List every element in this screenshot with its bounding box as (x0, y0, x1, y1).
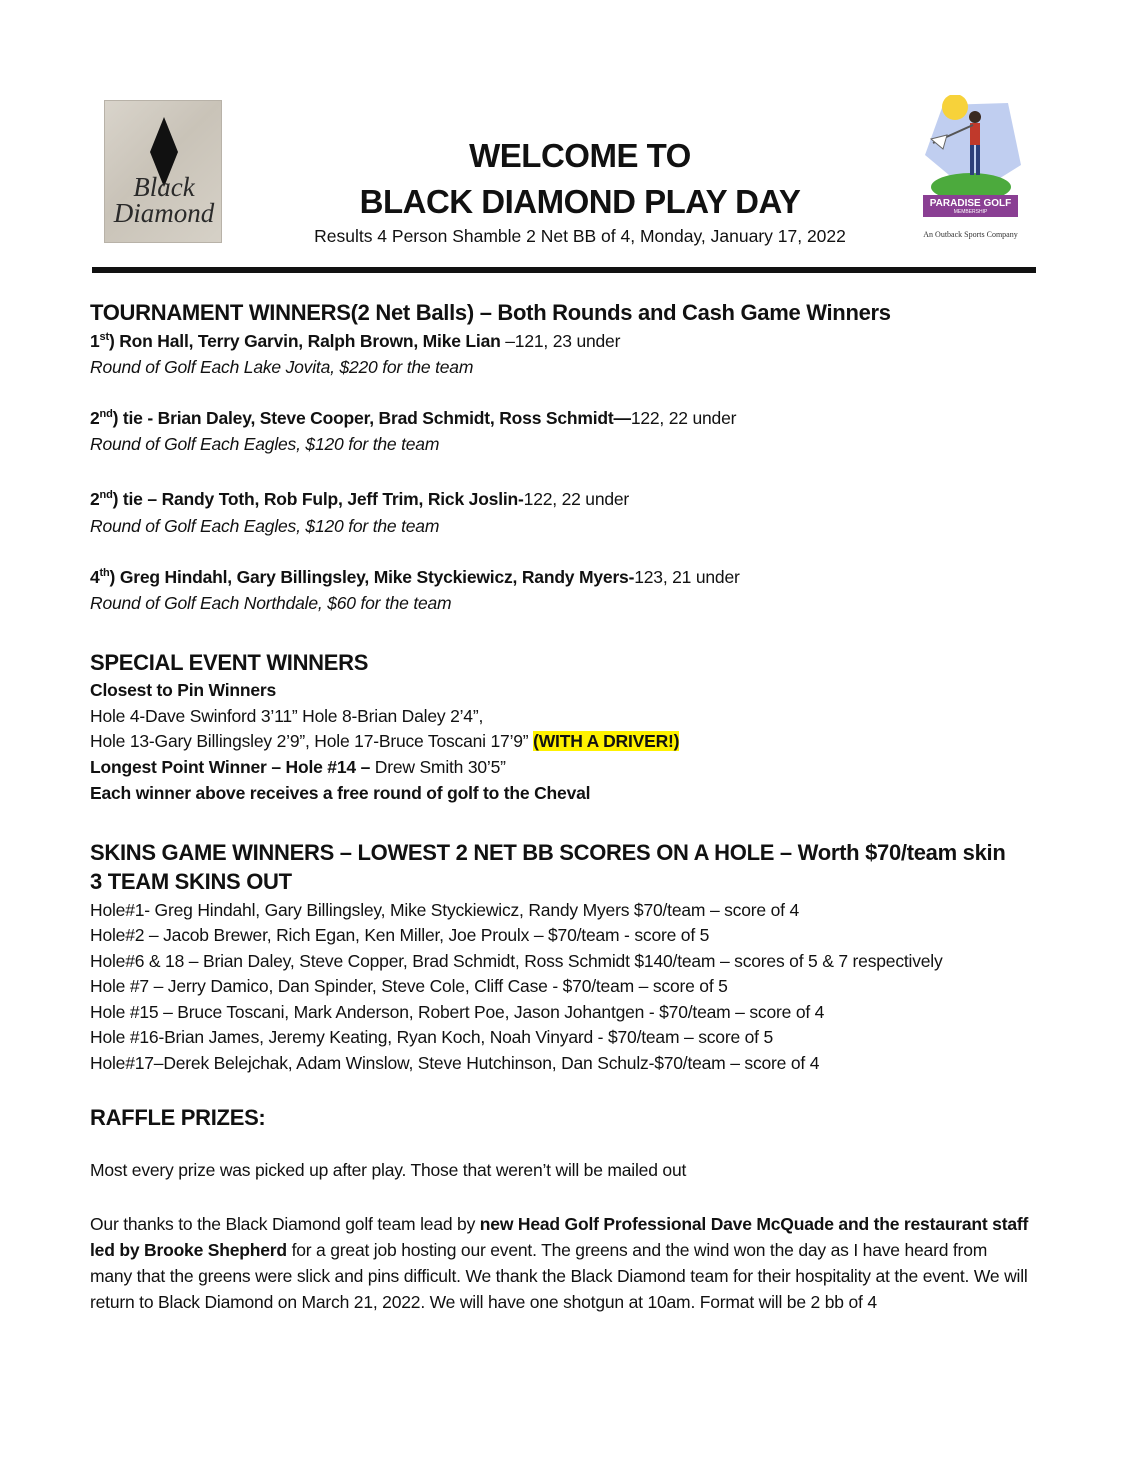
place-team: ) Ron Hall, Terry Garvin, Ralph Brown, Mike Lian (108, 331, 501, 351)
raffle-text: Most every prize was picked up after play. Those that weren’t will be mailed out (90, 1160, 687, 1180)
skins-row: Hole #16-Brian James, Jeremy Keating, Ryan Koch, Noah Vinyard - $70/team – score of 5 (90, 1027, 774, 1047)
paradise-golf-logo (913, 95, 1028, 245)
place-line (90, 408, 736, 429)
place-team: ) Greg Hindahl, Gary Billingsley, Mike Styckiewicz, Randy Myers- (109, 567, 635, 587)
raffle-heading: RAFFLE PRIZES: (90, 1105, 266, 1130)
logo-right-sub: MEMBERSHIP (953, 209, 988, 215)
thanks-part1: Our thanks to the Black Diamond golf team lead by (90, 1214, 480, 1234)
closest-line-2-text: Hole 13-Gary Billingsley 2’9”, Hole 17-Bruce Toscani 17’9” (90, 731, 534, 751)
place-result: 122, 22 under (523, 489, 630, 509)
header-divider (92, 267, 1036, 273)
thanks-staff: new Head Golf Professional Dave McQuade and the restaurant staff led by Brooke Shepherd (90, 1214, 1029, 1260)
place-team: ) tie - Brian Daley, Steve Cooper, Brad Schmidt, Ross Schmidt— (112, 408, 631, 428)
logo-right-name: PARADISE GOLF (929, 198, 1012, 209)
place-team: ) tie – Randy Toth, Rob Fulp, Jeff Trim, Rick Joslin- (112, 489, 524, 509)
place-result: –121, 23 under (500, 331, 621, 351)
skins-heading-2: 3 TEAM SKINS OUT (90, 869, 292, 894)
skins-row: Hole#2 – Jacob Brewer, Rich Egan, Ken Miller, Joe Proulx – $70/team - score of 5 (90, 925, 710, 945)
logo-right-tagline: An Outback Sports Company (923, 230, 1018, 239)
place-suffix: nd (99, 408, 113, 421)
special-heading: SPECIAL EVENT WINNERS (90, 650, 369, 675)
skins-row: Hole#6 & 18 – Brian Daley, Steve Copper, Brad Schmidt, Ross Schmidt $140/team – scores of 5 & 7 respectively (90, 951, 943, 971)
place-ordinal: 1 (90, 331, 100, 351)
place-ordinal: 2 (90, 489, 100, 509)
place-ordinal: 4 (90, 567, 100, 587)
place-suffix: st (99, 331, 109, 344)
skins-row: Hole#17–Derek Belejchak, Adam Winslow, Steve Hutchinson, Dan Schulz-$70/team – score of 4 (90, 1053, 820, 1073)
thanks-part3: for a great job hosting our event. The greens and the wind won the day as I have heard from many that the greens were slick and pins difficult. We thank the Black Diamond team for their hospitality at the event. We will return to Black Diamond on March 21, 2022. We will have one shotgun at 10am. Format will be 2 bb of 4 (90, 1240, 1028, 1312)
page-title-line2: BLACK DIAMOND PLAY DAY (359, 183, 801, 220)
closest-line-1: Hole 4-Dave Swinford 3’11” Hole 8-Brian Daley 2’4”, (90, 706, 484, 726)
golfer-logo-icon (913, 95, 1028, 245)
page-subtitle: Results 4 Person Shamble 2 Net BB of 4, Monday, January 17, 2022 (314, 226, 846, 246)
skins-row: Hole#1- Greg Hindahl, Gary Billingsley, Mike Styckiewicz, Randy Myers $70/team – score of 4 (90, 900, 799, 920)
skins-row: Hole #15 – Bruce Toscani, Mark Anderson, Robert Poe, Jason Johantgen - $70/team – score of 4 (90, 1002, 825, 1022)
place-line (90, 567, 740, 588)
place-line (90, 489, 629, 510)
special-note: Each winner above receives a free round of golf to the Cheval (90, 783, 591, 803)
place-suffix: nd (99, 489, 113, 502)
place-prize: Round of Golf Each Eagles, $120 for the team (90, 516, 440, 536)
longest-label: Longest Point Winner – Hole #14 – (90, 757, 375, 777)
place-prize: Round of Golf Each Lake Jovita, $220 for the team (90, 357, 474, 377)
longest-line (90, 757, 506, 778)
black-diamond-logo (104, 100, 222, 243)
logo-left-line2: Diamond (113, 198, 215, 228)
place-suffix: th (99, 567, 110, 580)
skins-row: Hole #7 – Jerry Damico, Dan Spinder, Steve Cole, Cliff Case - $70/team – score of 5 (90, 976, 728, 996)
place-ordinal: 2 (90, 408, 100, 428)
longest-value: Drew Smith 30’5” (374, 757, 506, 777)
logo-left-line1: Black (133, 172, 195, 202)
closest-heading: Closest to Pin Winners (90, 680, 277, 700)
driver-highlight: (WITH A DRIVER!) (533, 731, 680, 751)
place-result: 123, 21 under (634, 567, 740, 587)
thanks-paragraph (90, 1211, 1030, 1315)
place-prize: Round of Golf Each Northdale, $60 for the team (90, 593, 452, 613)
place-result: 122, 22 under (630, 408, 737, 428)
tournament-heading: TOURNAMENT WINNERS(2 Net Balls) – Both Rounds and Cash Game Winners (90, 300, 891, 325)
skins-heading-1: SKINS GAME WINNERS – LOWEST 2 NET BB SCORES ON A HOLE – Worth $70/team skin (90, 840, 1006, 865)
closest-line-2 (90, 731, 679, 752)
place-prize: Round of Golf Each Eagles, $120 for the team (90, 434, 440, 454)
place-line (90, 331, 620, 352)
page-title-line1: WELCOME TO (469, 137, 691, 174)
